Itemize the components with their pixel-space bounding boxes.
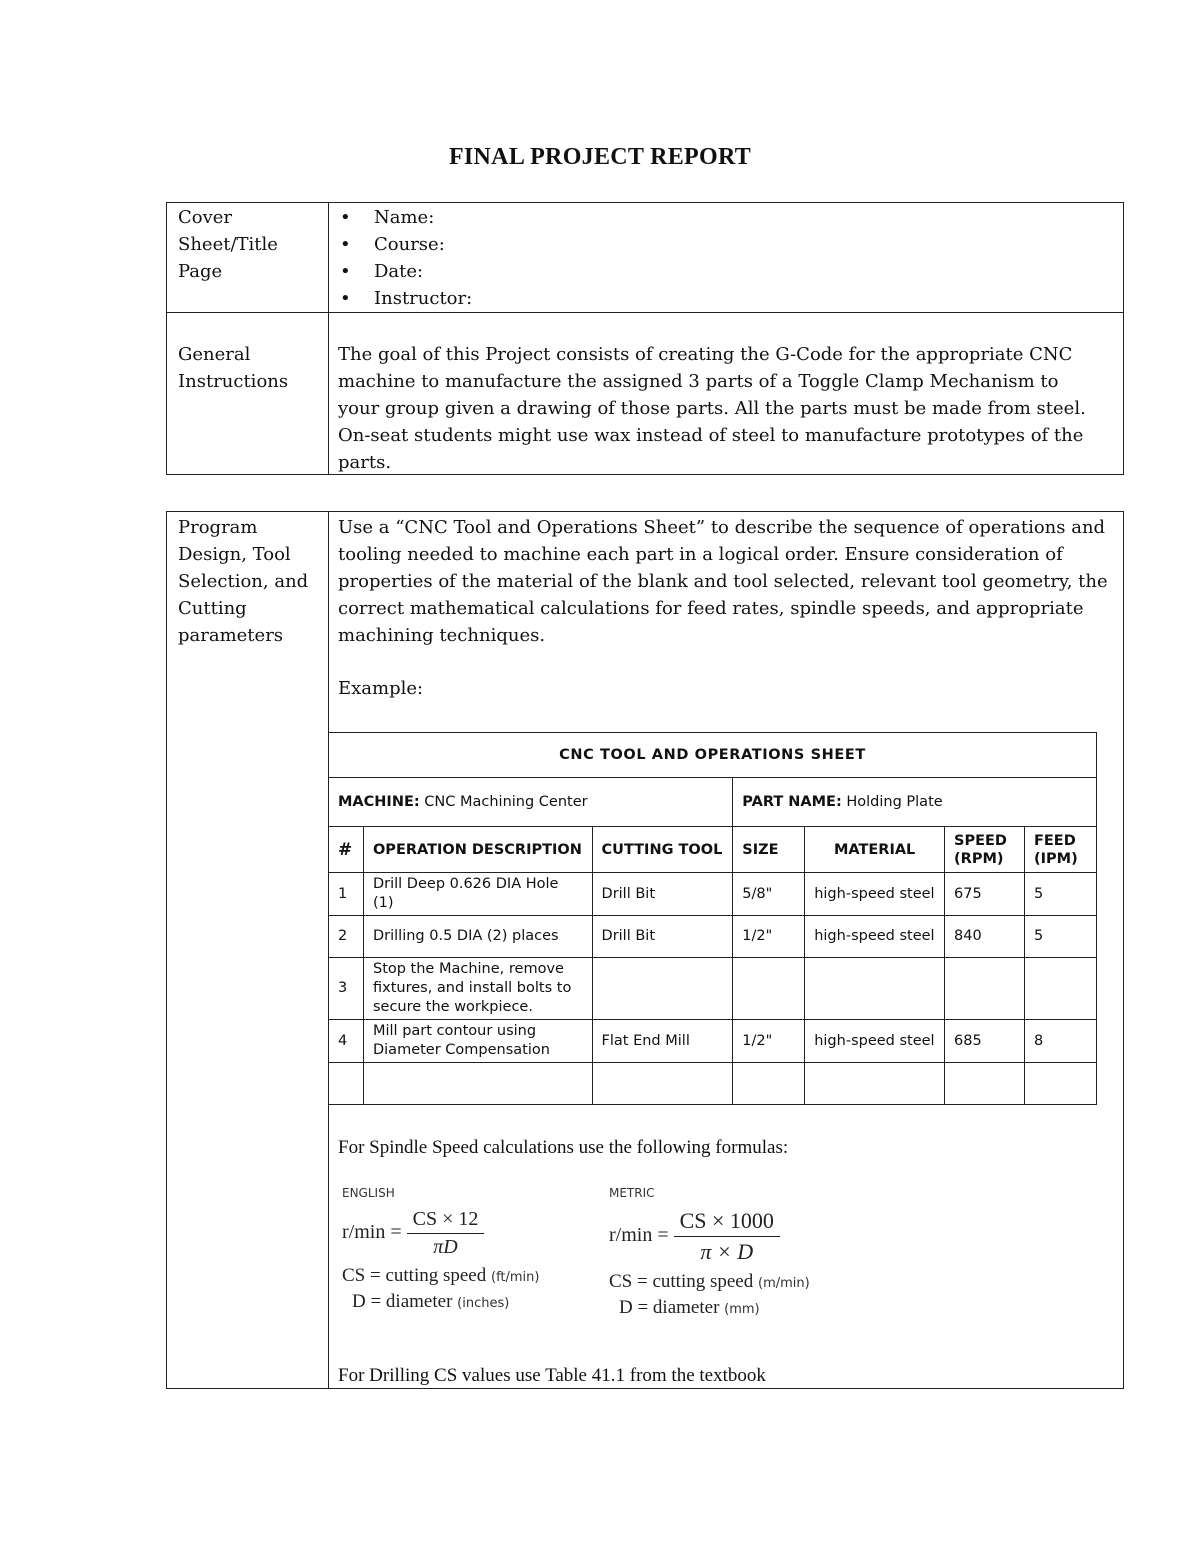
cell: 675 <box>945 873 1025 916</box>
program-label: Program Design, Tool Selection, and Cutting parameters <box>178 517 309 646</box>
cnc-operations-sheet <box>328 732 1097 1105</box>
cell: 840 <box>945 916 1025 958</box>
cell <box>1024 958 1096 1020</box>
col-header: SPEED (RPM) <box>945 827 1025 873</box>
cell <box>805 1063 945 1105</box>
english-d-line: D = diameter <box>352 1291 453 1312</box>
drilling-note: For Drilling CS values use Table 41.1 from the textbook <box>338 1365 766 1386</box>
top-table-divider <box>328 202 329 475</box>
program-text: Use a “CNC Tool and Operations Sheet” to describe the sequence of operations and tooling needed to machine each part in a logical order. Ensure consideration of properties of the material of the blank and tool selected, relevant tool geometry, the correct mathematical calculations for feed rates, spindle speeds, and appropriate machining techniques. <box>338 517 1108 646</box>
metric-lhs: r/min = <box>609 1224 669 1247</box>
table-row <box>329 873 1097 916</box>
cell <box>592 1063 733 1105</box>
general-text: The goal of this Project consists of creating the G-Code for the appropriate CNC machine to manufacture the assigned 3 parts of a Toggle Clamp Mechanism to your group given a drawing of those parts. All the parts must be made from steel. On-seat students might use wax instead of steel to manufacture prototypes of the parts. <box>338 344 1086 473</box>
cover-item: • Name: <box>340 207 435 228</box>
sheet-title: CNC TOOL AND OPERATIONS SHEET <box>329 733 1097 778</box>
part-name-cell: PART NAME: Holding Plate <box>733 778 1097 827</box>
cell: 8 <box>1024 1020 1096 1063</box>
cover-label: Cover Sheet/Title Page <box>178 207 278 282</box>
cell <box>329 1063 364 1105</box>
metric-cs-line: CS = cutting speed <box>609 1271 754 1292</box>
cell: 1/2" <box>733 916 805 958</box>
english-d-unit: (inches) <box>457 1296 510 1311</box>
cell <box>805 958 945 1020</box>
cell <box>733 958 805 1020</box>
machine-cell: MACHINE: CNC Machining Center <box>329 778 733 827</box>
cell: Drill Bit <box>592 916 733 958</box>
col-header: OPERATION DESCRIPTION <box>363 827 592 873</box>
cell: high-speed steel <box>805 1020 945 1063</box>
cell: Mill part contour using Diameter Compensation <box>363 1020 592 1063</box>
spindle-note: For Spindle Speed calculations use the following formulas: <box>338 1137 789 1158</box>
cover-item: • Instructor: <box>340 288 473 309</box>
cell: Drill Bit <box>592 873 733 916</box>
general-label: General Instructions <box>178 344 289 392</box>
english-formula <box>342 1186 582 1313</box>
metric-d-line: D = diameter <box>619 1297 720 1318</box>
top-table-row-divider <box>166 312 1124 313</box>
table-row <box>329 916 1097 958</box>
cell: Drill Deep 0.626 DIA Hole (1) <box>363 873 592 916</box>
cell: 5/8" <box>733 873 805 916</box>
metric-heading: METRIC <box>609 1186 655 1200</box>
example-label: Example: <box>338 678 424 699</box>
cell <box>592 958 733 1020</box>
col-header: CUTTING TOOL <box>592 827 733 873</box>
cell: high-speed steel <box>805 873 945 916</box>
cell: Drilling 0.5 DIA (2) places <box>363 916 592 958</box>
cell: 4 <box>329 1020 364 1063</box>
cell <box>363 1063 592 1105</box>
metric-d-unit: (mm) <box>724 1302 760 1317</box>
english-cs-unit: (ft/min) <box>491 1270 540 1285</box>
cell: Stop the Machine, remove fixtures, and install bolts to secure the workpiece. <box>363 958 592 1020</box>
cover-item: • Date: <box>340 261 424 282</box>
cell <box>945 958 1025 1020</box>
cell: 1 <box>329 873 364 916</box>
col-header: FEED (IPM) <box>1024 827 1096 873</box>
cell: 2 <box>329 916 364 958</box>
table-row <box>329 1063 1097 1105</box>
table-row <box>329 1020 1097 1063</box>
cell: 1/2" <box>733 1020 805 1063</box>
cell: Flat End Mill <box>592 1020 733 1063</box>
cover-item: • Course: <box>340 234 445 255</box>
col-header: MATERIAL <box>805 827 945 873</box>
cell <box>945 1063 1025 1105</box>
english-heading: ENGLISH <box>342 1186 395 1200</box>
metric-cs-unit: (m/min) <box>758 1276 810 1291</box>
cell: 5 <box>1024 873 1096 916</box>
english-cs-line: CS = cutting speed <box>342 1265 487 1286</box>
page-title: FINAL PROJECT REPORT <box>448 144 752 170</box>
cell: 5 <box>1024 916 1096 958</box>
cell: 685 <box>945 1020 1025 1063</box>
cell: high-speed steel <box>805 916 945 958</box>
cell <box>733 1063 805 1105</box>
table-row <box>329 958 1097 1020</box>
metric-fraction: $\frac{CS \times 1000}{\pi \times D}$ <box>674 1208 780 1265</box>
col-header: # <box>329 827 364 873</box>
cell <box>1024 1063 1096 1105</box>
english-fraction: $\frac{CS \times 12}{\pi D}$ <box>407 1208 485 1259</box>
english-lhs: r/min = <box>342 1221 402 1244</box>
col-header: SIZE <box>733 827 805 873</box>
cell: 3 <box>329 958 364 1020</box>
cover-items <box>338 204 472 312</box>
metric-formula <box>609 1186 879 1319</box>
